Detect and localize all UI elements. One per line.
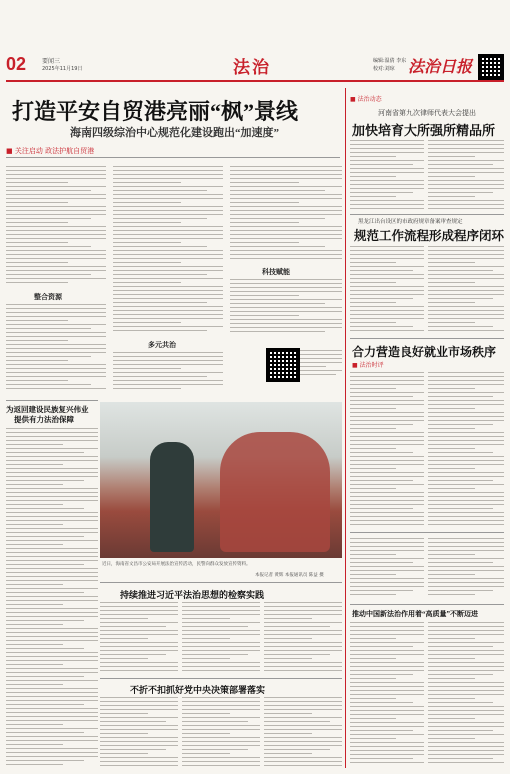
page-date: 2025年11月19日 (42, 66, 83, 72)
right-top-col1-text (350, 140, 424, 212)
tag-icon: ■ (352, 362, 358, 369)
bottom-story-1-col1 (100, 602, 178, 674)
masthead-rule (6, 80, 504, 82)
right-mid-divider (350, 214, 504, 215)
lead-column-1-text (6, 166, 106, 288)
lead-kicker (6, 146, 94, 156)
subhead-tech: 科技赋能 (262, 269, 290, 276)
right-column-rule (345, 88, 346, 768)
proof-line: 校对:刘琼 (373, 66, 395, 72)
left-story-divider (6, 400, 98, 401)
lead-kicker-text: 关注启动 政法护航自贸港 (14, 147, 95, 155)
bottom-story-3-col2 (428, 622, 504, 768)
right-top-subhead: 河南省第九次律师代表大会提出 (378, 109, 476, 117)
right-top-headline: 加快培育大所强所精品所 (352, 123, 496, 138)
subhead-integrate: 整合资源 (34, 294, 62, 301)
right-top-tag-text: 法治动态 (357, 96, 382, 103)
paper-name: 法治日报 (408, 59, 473, 76)
news-photo (100, 402, 342, 558)
lead-headline-quote: “枫” (210, 99, 255, 124)
right-lower-col2-text (428, 538, 504, 598)
right-top-col2-text (428, 140, 504, 212)
lead-column-3-text (230, 166, 342, 264)
right-bottom-tag (352, 360, 384, 369)
right-bottom-headline: 合力营造良好就业市场秩序 (352, 345, 497, 359)
left-story-title-1: 为返回建设民族复兴伟业 (6, 405, 89, 414)
lead-divider (6, 157, 340, 158)
bottom-story-3-col1 (350, 622, 424, 768)
bottom-story-2-col2 (182, 697, 260, 769)
right-bottom-col2-text (428, 372, 504, 530)
right-bottom-divider-2 (350, 532, 504, 533)
bottom-divider-1 (100, 582, 342, 583)
section-title: 法治 (233, 58, 271, 77)
left-story-text (6, 428, 98, 768)
photo-credit: 本报记者 黄辉 本报通讯员 陈益 摄 (255, 573, 324, 578)
lead-column-1b-text (6, 304, 106, 394)
subhead-co-governance: 多元共治 (148, 342, 176, 349)
right-mid-headline: 规范工作流程形成程序闭环 (354, 229, 505, 243)
kicker-icon: ■ (6, 147, 13, 155)
left-story-title-2: 提供有力法治保障 (14, 415, 74, 424)
bottom-divider-2 (100, 678, 342, 679)
bottom-divider-3 (350, 604, 504, 605)
right-bottom-divider (350, 338, 504, 339)
right-mid-col1-text (350, 246, 424, 334)
bottom-story-1-col2 (182, 602, 260, 674)
page-label: 要闻三 (42, 58, 61, 65)
bottom-headline-2: 不折不扣抓好党中央决策部署落实 (130, 685, 266, 695)
right-mid-col2-text (428, 246, 504, 334)
lead-subhead: 海南四级综治中心规范化建设跑出“加速度” (70, 127, 279, 139)
right-lower-col1-text (350, 538, 424, 598)
photo-figure-police (150, 442, 194, 552)
bottom-headline-1: 持续推进习近平法治思想的检察实践 (120, 590, 265, 600)
lead-headline-part2: 景线 (254, 99, 299, 124)
tag-icon: ■ (350, 96, 356, 103)
masthead-qr-code (478, 54, 504, 80)
photo-figure-crowd (220, 432, 330, 552)
bottom-story-2-col3 (264, 697, 342, 769)
right-mid-kicker: 黑龙江出台设区的市政府规章备案审查规定 (358, 219, 463, 225)
byline-text (300, 350, 342, 378)
editor-line: 编辑:温倩 李东 (373, 58, 407, 64)
right-bottom-col1-text (350, 372, 424, 530)
lead-column-2b-text (113, 352, 223, 394)
article-qr-code (266, 348, 300, 382)
photo-caption: 近日，海南省文昌市公安局开展法治宣传活动，民警向群众发放宣传资料。 (102, 562, 251, 567)
lead-headline-part1: 打造平安自贸港亮丽 (12, 99, 211, 124)
right-top-tag (350, 94, 382, 103)
bottom-headline-3: 推动中国新法治作用着“高质量”不断迈进 (352, 610, 478, 618)
lead-headline (12, 95, 298, 126)
lead-column-2-text (113, 166, 223, 338)
lead-column-3b-text (230, 279, 342, 337)
right-bottom-tag-text: 法治时评 (359, 362, 384, 369)
bottom-story-2-col1 (100, 697, 178, 769)
bottom-story-1-col3 (264, 602, 342, 674)
page-number: 02 (6, 54, 27, 74)
